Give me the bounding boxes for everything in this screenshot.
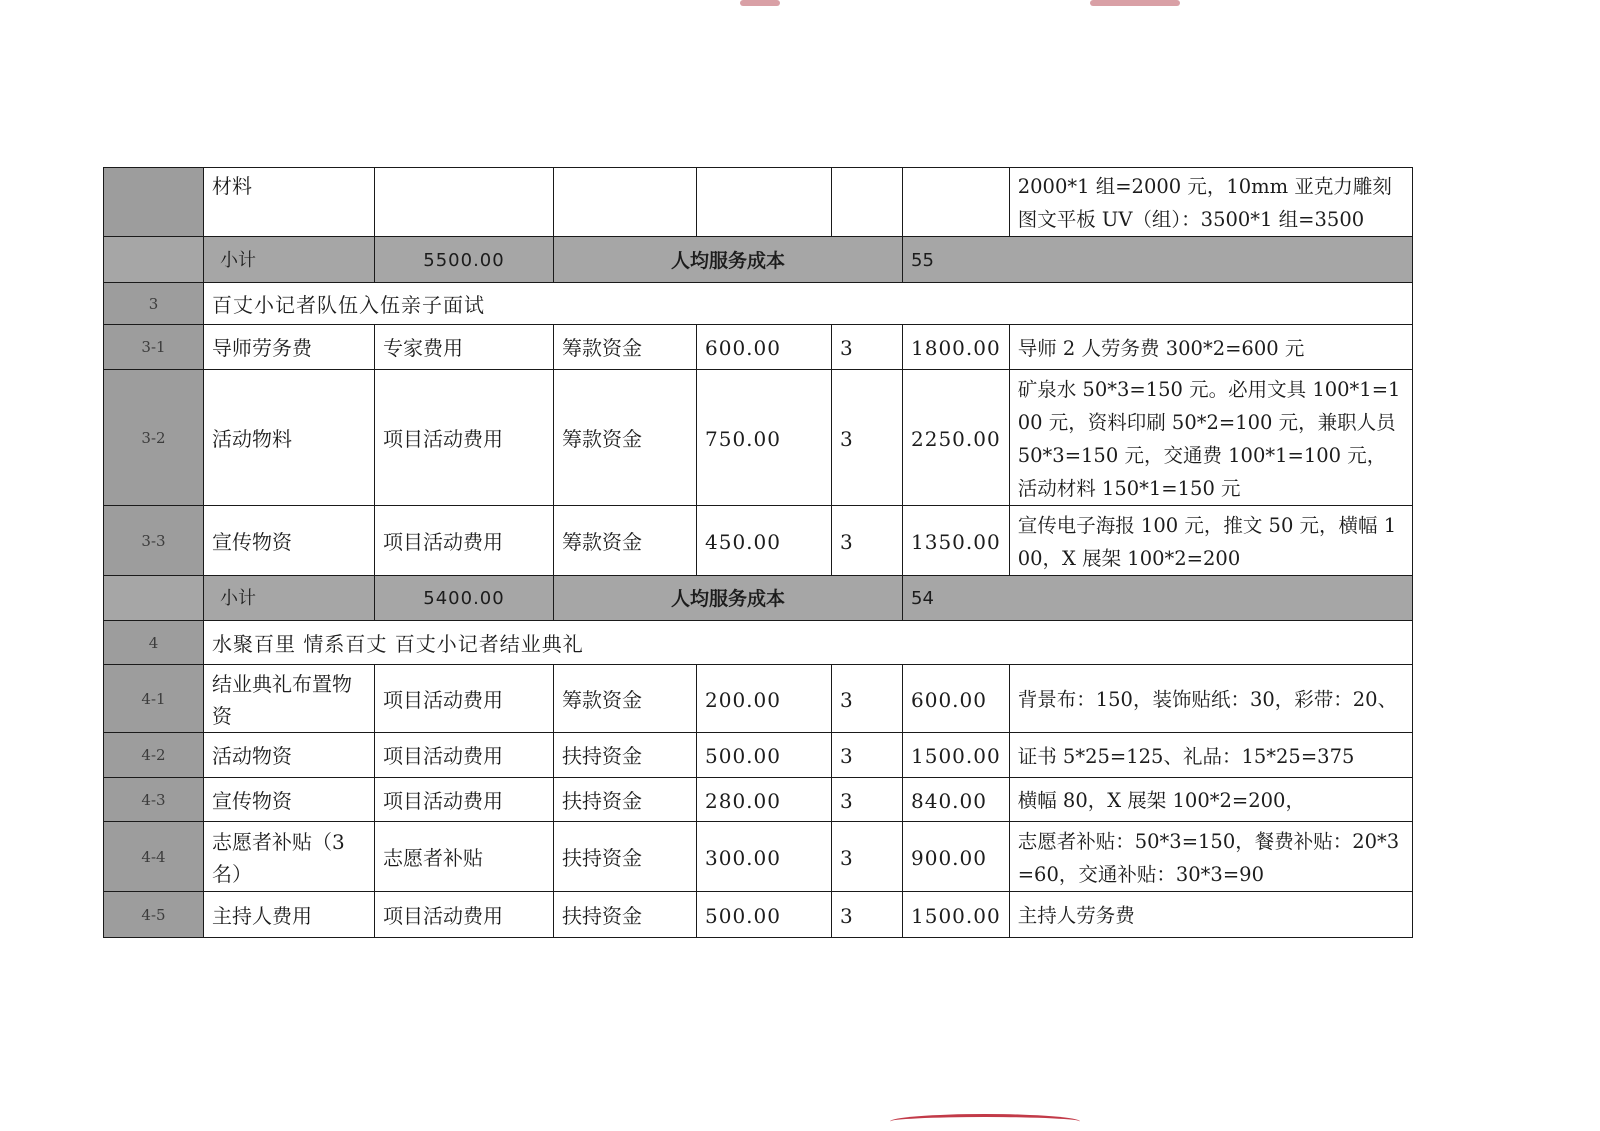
item-category: 项目活动费用 (375, 506, 554, 576)
table-row (104, 325, 1413, 370)
per-person-cost-label: 人均服务成本 (554, 576, 903, 621)
section-title: 水聚百里 情系百丈 百丈小记者结业典礼 (204, 621, 1413, 665)
item-note: 导师 2 人劳务费 300*2=600 元 (1009, 325, 1412, 370)
item-category: 项目活动费用 (375, 665, 554, 733)
times: 3 (832, 665, 903, 733)
item-category (375, 168, 554, 237)
item-name: 材料 (204, 168, 375, 237)
item-total: 1500.00 (903, 733, 1010, 778)
subtotal-amount: 5500.00 (375, 237, 554, 283)
item-total: 600.00 (903, 665, 1010, 733)
unit-cost: 500.00 (697, 892, 832, 938)
item-category: 项目活动费用 (375, 733, 554, 778)
fund-source: 扶持资金 (554, 778, 697, 822)
stamp-mark-top-left (740, 0, 780, 6)
times: 3 (832, 506, 903, 576)
item-category: 志愿者补贴 (375, 822, 554, 892)
row-index: 3-2 (104, 370, 204, 506)
stamp-mark-bottom (890, 1114, 1080, 1129)
subtotal-label: 小计 (204, 237, 375, 283)
table-row (104, 892, 1413, 938)
unit-cost (697, 168, 832, 237)
per-person-cost-value: 55 (903, 237, 1413, 283)
per-person-cost-value: 54 (903, 576, 1413, 621)
fund-source: 扶持资金 (554, 822, 697, 892)
table-row (104, 778, 1413, 822)
unit-cost: 450.00 (697, 506, 832, 576)
table-row (104, 822, 1413, 892)
fund-source: 筹款资金 (554, 506, 697, 576)
item-name: 主持人费用 (204, 892, 375, 938)
fund-source: 筹款资金 (554, 325, 697, 370)
budget-table (103, 167, 1413, 938)
item-note: 证书 5*25=125、礼品：15*25=375 (1009, 733, 1412, 778)
times: 3 (832, 778, 903, 822)
item-category: 项目活动费用 (375, 778, 554, 822)
item-name: 宣传物资 (204, 506, 375, 576)
item-note: 宣传电子海报 100 元，推文 50 元，横幅 100，X 展架 100*2=200 (1009, 506, 1412, 576)
fund-source: 筹款资金 (554, 665, 697, 733)
item-note: 矿泉水 50*3=150 元。必用文具 100*1=100 元，资料印刷 50*2=100 元，兼职人员 50*3=150 元，交通费 100*1=100 元，活动材料 150*1=150 元 (1009, 370, 1412, 506)
stamp-mark-top-right (1090, 0, 1180, 6)
item-category: 项目活动费用 (375, 370, 554, 506)
row-index (104, 576, 204, 621)
times: 3 (832, 325, 903, 370)
row-index (104, 237, 204, 283)
item-total: 840.00 (903, 778, 1010, 822)
subtotal-amount: 5400.00 (375, 576, 554, 621)
times: 3 (832, 370, 903, 506)
item-note: 背景布：150，装饰贴纸：30，彩带：20、 (1009, 665, 1412, 733)
subtotal-label: 小计 (204, 576, 375, 621)
section-index: 3 (104, 283, 204, 325)
item-note: 横幅 80，X 展架 100*2=200， (1009, 778, 1412, 822)
times: 3 (832, 822, 903, 892)
item-name: 志愿者补贴（3 名） (204, 822, 375, 892)
fund-source: 筹款资金 (554, 370, 697, 506)
times: 3 (832, 892, 903, 938)
item-total: 1800.00 (903, 325, 1010, 370)
subtotal-row (104, 237, 1413, 283)
item-name: 活动物资 (204, 733, 375, 778)
item-note: 志愿者补贴：50*3=150，餐费补贴：20*3=60，交通补贴：30*3=90 (1009, 822, 1412, 892)
item-name: 活动物料 (204, 370, 375, 506)
table-row (104, 665, 1413, 733)
section-title: 百丈小记者队伍入伍亲子面试 (204, 283, 1413, 325)
unit-cost: 750.00 (697, 370, 832, 506)
row-index: 4-3 (104, 778, 204, 822)
item-name: 宣传物资 (204, 778, 375, 822)
times (832, 168, 903, 237)
item-name: 结业典礼布置物资 (204, 665, 375, 733)
row-index: 4-4 (104, 822, 204, 892)
row-index: 3-1 (104, 325, 204, 370)
table-row (104, 168, 1413, 237)
unit-cost: 300.00 (697, 822, 832, 892)
row-index: 3-3 (104, 506, 204, 576)
section-index: 4 (104, 621, 204, 665)
item-total: 1500.00 (903, 892, 1010, 938)
item-total: 2250.00 (903, 370, 1010, 506)
unit-cost: 280.00 (697, 778, 832, 822)
row-index: 4-1 (104, 665, 204, 733)
item-name: 导师劳务费 (204, 325, 375, 370)
per-person-cost-label: 人均服务成本 (554, 237, 903, 283)
row-index: 4-5 (104, 892, 204, 938)
item-total (903, 168, 1010, 237)
fund-source: 扶持资金 (554, 892, 697, 938)
item-note: 2000*1 组=2000 元，10mm 亚克力雕刻图文平板 UV（组）：3500*1 组=3500 (1009, 168, 1412, 237)
item-category: 项目活动费用 (375, 892, 554, 938)
row-index: 4-2 (104, 733, 204, 778)
unit-cost: 500.00 (697, 733, 832, 778)
row-index (104, 168, 204, 237)
fund-source: 扶持资金 (554, 733, 697, 778)
times: 3 (832, 733, 903, 778)
section-row (104, 283, 1413, 325)
unit-cost: 200.00 (697, 665, 832, 733)
item-total: 1350.00 (903, 506, 1010, 576)
item-note: 主持人劳务费 (1009, 892, 1412, 938)
section-row (104, 621, 1413, 665)
unit-cost: 600.00 (697, 325, 832, 370)
item-category: 专家费用 (375, 325, 554, 370)
table-row (104, 733, 1413, 778)
table-row (104, 506, 1413, 576)
table-row (104, 370, 1413, 506)
item-total: 900.00 (903, 822, 1010, 892)
fund-source (554, 168, 697, 237)
subtotal-row (104, 576, 1413, 621)
